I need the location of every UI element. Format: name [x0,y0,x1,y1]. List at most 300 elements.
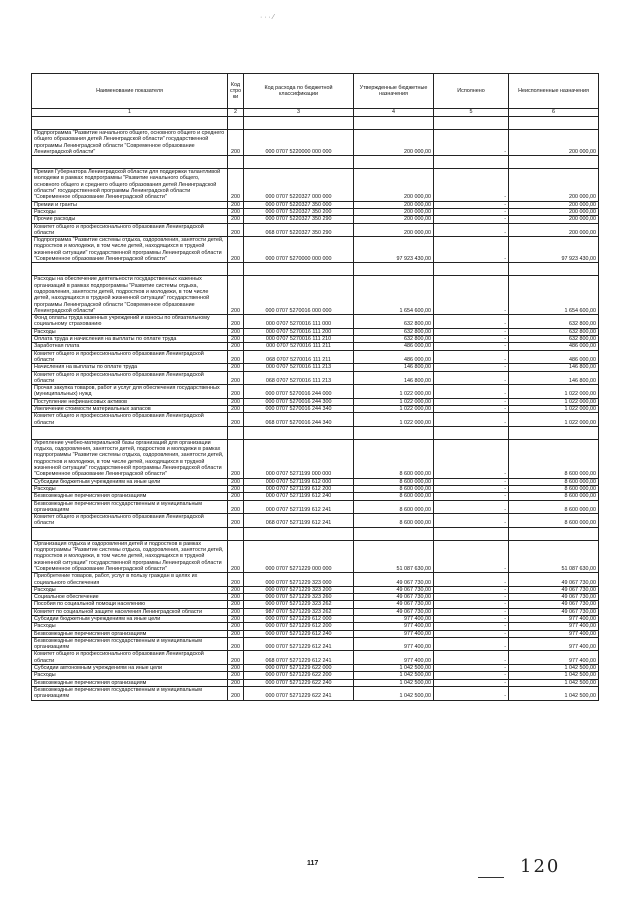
row-approved: 97 923 430,00 [354,237,434,263]
row-remaining: 49 067 730,00 [509,586,599,593]
row-classification: 068 0707 5271229 612 241 [244,651,354,665]
spacer-cell [228,426,244,439]
row-name: Безвозмездные перечисления организациям [32,630,228,637]
row-executed: - [434,679,509,686]
row-name: Комитет по социальной защите населения Ленинградской области [32,608,228,615]
row-remaining: 8 600 000,00 [509,514,599,528]
table-row [32,216,599,223]
row-remaining: 1 022 000,00 [509,413,599,427]
row-remaining: 632 800,00 [509,336,599,343]
row-code: 200 [228,371,244,385]
row-approved: 200 000,00 [354,208,434,215]
row-name: Начисления на выплаты по оплате труда [32,364,228,371]
row-executed: - [434,371,509,385]
row-approved: 1 042 500,00 [354,672,434,679]
row-remaining: 977 400,00 [509,651,599,665]
table-row [32,385,599,399]
row-approved: 977 400,00 [354,616,434,623]
row-code: 200 [228,398,244,405]
row-name: Расходы [32,328,228,335]
table-row [32,608,599,615]
row-name: Расходы [32,208,228,215]
table-row [32,478,599,485]
row-approved: 1 022 000,00 [354,405,434,412]
table-row [32,665,599,672]
row-approved: 8 600 000,00 [354,500,434,514]
spacer-cell [244,263,354,276]
table-row [32,223,599,237]
row-executed: - [434,637,509,651]
scan-artifact: · · · ⁄ [260,14,274,21]
row-code: 200 [228,315,244,329]
spacer-cell [509,426,599,439]
row-remaining: 8 600 000,00 [509,493,599,500]
row-remaining: 8 600 000,00 [509,439,599,478]
row-classification: 000 0707 5270016 111 000 [244,315,354,329]
row-executed: - [434,439,509,478]
row-executed: - [434,364,509,371]
handwritten-page-stamp: 120 [520,856,561,877]
row-executed: - [434,478,509,485]
row-name: Безвозмездные перечисления организациям [32,493,228,500]
row-name: Расходы [32,623,228,630]
row-remaining: 486 000,00 [509,343,599,350]
row-remaining: 97 923 430,00 [509,237,599,263]
row-name: Социальное обеспечение [32,594,228,601]
row-classification: 000 0707 5271199 000 000 [244,439,354,478]
row-name: Расходы [32,485,228,492]
row-executed: - [434,623,509,630]
spacer-cell [32,263,228,276]
row-classification: 000 0707 5271199 612 000 [244,478,354,485]
table-row [32,586,599,593]
row-remaining: 486 000,00 [509,350,599,364]
spacer-cell [32,156,228,169]
spacer-cell [32,527,228,540]
spacer-row [32,426,599,439]
row-approved: 49 067 730,00 [354,586,434,593]
row-remaining: 8 600 000,00 [509,485,599,492]
column-number: 1 [32,109,228,117]
row-remaining: 200 000,00 [509,201,599,208]
row-code: 200 [228,336,244,343]
table-row [32,371,599,385]
header-remaining: Неисполненные назначения [509,74,599,109]
table-row [32,350,599,364]
table-row [32,623,599,630]
row-code: 200 [228,439,244,478]
row-name: Премия Губернатора Ленинградской области для поддержки талантливой молодежи в рамках подпрограммы "Развитие начального общего, основного общего и среднего общего образования детей Ленинградской области" государственной программы Ленинградской области "Современное образование Ленинградской области" [32,169,228,201]
table-row [32,594,599,601]
budget-table [31,73,599,701]
row-code: 200 [228,665,244,672]
row-classification: 000 0707 5271199 612 200 [244,485,354,492]
row-executed: - [434,665,509,672]
row-name: Прочие расходы [32,216,228,223]
row-approved: 1 022 000,00 [354,385,434,399]
spacer-cell [228,263,244,276]
row-code: 200 [228,405,244,412]
row-name: Безвозмездные перечисления государственным и муниципальным организациям [32,686,228,700]
row-remaining: 1 022 000,00 [509,385,599,399]
row-code: 200 [228,637,244,651]
table-row [32,485,599,492]
spacer-cell [354,263,434,276]
row-classification: 000 0707 5271199 612 240 [244,493,354,500]
row-name: Заработная плата [32,343,228,350]
spacer-cell [434,263,509,276]
row-remaining: 1 042 500,00 [509,679,599,686]
row-code: 200 [228,201,244,208]
header-executed: Исполнено [434,74,509,109]
row-classification: 000 0707 5270016 111 213 [244,364,354,371]
row-remaining: 200 000,00 [509,208,599,215]
row-name: Увеличение стоимости материальных запасов [32,405,228,412]
row-code: 200 [228,223,244,237]
column-number: 5 [434,109,509,117]
row-executed: - [434,493,509,500]
spacer-cell [509,117,599,130]
row-classification: 068 0707 5271199 612 241 [244,514,354,528]
row-approved: 486 000,00 [354,350,434,364]
row-name: Субсидии бюджетным учреждениям на иные цели [32,478,228,485]
row-approved: 1 042 500,00 [354,679,434,686]
row-classification: 000 0707 5271229 323 260 [244,594,354,601]
row-remaining: 1 022 000,00 [509,398,599,405]
spacer-cell [32,117,228,130]
row-classification: 000 0707 5271199 612 241 [244,500,354,514]
row-classification: 000 0707 5270000 000 000 [244,237,354,263]
row-classification: 000 0707 5270016 000 000 [244,276,354,315]
spacer-cell [244,426,354,439]
row-executed: - [434,405,509,412]
row-name: Безвозмездные перечисления государственным и муниципальным организациям [32,500,228,514]
row-remaining: 8 600 000,00 [509,478,599,485]
row-classification: 068 0707 5270016 111 213 [244,371,354,385]
row-remaining: 977 400,00 [509,637,599,651]
row-approved: 1 042 500,00 [354,686,434,700]
row-remaining: 977 400,00 [509,623,599,630]
row-name: Оплата труда и начисления на выплаты по оплате труда [32,336,228,343]
row-executed: - [434,336,509,343]
row-code: 200 [228,630,244,637]
row-name: Комитет общего и профессионального образования Ленинградской области [32,514,228,528]
table-row [32,514,599,528]
table-row [32,651,599,665]
row-approved: 1 042 500,00 [354,665,434,672]
row-classification: 000 0707 5271229 622 200 [244,672,354,679]
row-remaining: 49 067 730,00 [509,594,599,601]
row-name: Поступление нефинансовых активов [32,398,228,405]
row-name: Расходы [32,672,228,679]
row-executed: - [434,514,509,528]
spacer-row [32,527,599,540]
row-code: 200 [228,616,244,623]
row-approved: 8 600 000,00 [354,485,434,492]
row-code: 200 [228,478,244,485]
spacer-cell [354,156,434,169]
table-row [32,398,599,405]
row-classification: 000 0707 5220327 000 000 [244,169,354,201]
row-approved: 8 600 000,00 [354,439,434,478]
row-name: Безвозмездные перечисления государственным и муниципальным организациям [32,637,228,651]
spacer-cell [509,527,599,540]
spacer-cell [354,426,434,439]
row-remaining: 1 042 500,00 [509,672,599,679]
spacer-cell [244,156,354,169]
row-name: Субсидии бюджетным учреждениям на иные цели [32,616,228,623]
table-row [32,573,599,587]
row-classification: 000 0707 5220327 350 200 [244,208,354,215]
row-executed: - [434,223,509,237]
row-remaining: 977 400,00 [509,630,599,637]
spacer-cell [244,117,354,130]
row-name: Пособия по социальной помощи населению [32,601,228,608]
row-code: 200 [228,493,244,500]
row-approved: 51 087 630,00 [354,540,434,572]
row-remaining: 1 042 500,00 [509,686,599,700]
row-code: 200 [228,686,244,700]
column-number: 4 [354,109,434,117]
table-row [32,500,599,514]
row-classification: 000 0707 5271229 323 000 [244,573,354,587]
row-code: 200 [228,540,244,572]
row-approved: 146 800,00 [354,371,434,385]
table-row [32,601,599,608]
row-approved: 200 000,00 [354,130,434,156]
row-executed: - [434,237,509,263]
row-approved: 49 067 730,00 [354,608,434,615]
row-executed: - [434,500,509,514]
row-executed: - [434,540,509,572]
stamp-underline [478,877,504,878]
row-code: 200 [228,130,244,156]
row-name: Расходы на обеспечение деятельности государственных казенных организаций в рамках подпрограммы "Развитие системы отдыха, оздоровления, занятости детей, подростков и молодежи, в том числе детей, находящихся в трудной жизненной ситуации" государственной программы Ленинградской области "Современное образование Ленинградской области" [32,276,228,315]
table-row [32,686,599,700]
row-remaining: 632 800,00 [509,328,599,335]
table-row [32,343,599,350]
row-approved: 200 000,00 [354,169,434,201]
row-classification: 000 0707 5271229 612 240 [244,630,354,637]
row-code: 200 [228,350,244,364]
row-executed: - [434,208,509,215]
row-executed: - [434,169,509,201]
spacer-row [32,117,599,130]
column-number: 6 [509,109,599,117]
column-number: 2 [228,109,244,117]
row-remaining: 49 067 730,00 [509,608,599,615]
header-row-code: Код стро ки [228,74,244,109]
table-row [32,237,599,263]
row-approved: 8 600 000,00 [354,478,434,485]
row-code: 200 [228,328,244,335]
row-code: 200 [228,237,244,263]
spacer-row [32,156,599,169]
table-row [32,405,599,412]
row-code: 200 [228,216,244,223]
row-remaining: 200 000,00 [509,216,599,223]
row-classification: 000 0707 5220327 350 290 [244,216,354,223]
row-classification: 000 0707 5270016 244 300 [244,398,354,405]
table-row [32,637,599,651]
row-remaining: 632 800,00 [509,315,599,329]
row-executed: - [434,385,509,399]
row-code: 200 [228,208,244,215]
row-approved: 200 000,00 [354,201,434,208]
table-row [32,201,599,208]
spacer-cell [354,117,434,130]
row-executed: - [434,573,509,587]
row-approved: 977 400,00 [354,623,434,630]
row-executed: - [434,601,509,608]
spacer-cell [244,527,354,540]
row-approved: 200 000,00 [354,216,434,223]
header-indicator-name: Наименование показателя [32,74,228,109]
row-remaining: 49 067 730,00 [509,573,599,587]
row-code: 200 [228,601,244,608]
row-classification: 000 0707 5271229 612 000 [244,616,354,623]
row-approved: 8 600 000,00 [354,514,434,528]
spacer-cell [228,117,244,130]
row-code: 200 [228,651,244,665]
row-approved: 8 600 000,00 [354,493,434,500]
row-name: Субсидии автономным учреждениям на иные цели [32,665,228,672]
row-name: Подпрограмма "Развитие системы отдыха, оздоровления, занятости детей, подростков и молодежи, в том числе детей, находящихся в трудной жизненной ситуации" государственной программы Ленинградской области "Современное образование Ленинградской области" [32,237,228,263]
row-name: Приобретение товаров, работ, услуг в пользу граждан в целях их социального обеспечения [32,573,228,587]
row-remaining: 8 600 000,00 [509,500,599,514]
row-name: Организация отдыха и оздоровления детей и подростков в рамках подпрограммы "Развитие системы отдыха, оздоровления, занятости детей, подростков и молодежи, в том числе детей, находящихся в трудной жизненной ситуации" государственной программы Ленинградской области "Современное образование Ленинградской области" [32,540,228,572]
row-classification: 000 0707 5271229 622 241 [244,686,354,700]
spacer-cell [434,156,509,169]
row-code: 200 [228,623,244,630]
row-approved: 200 000,00 [354,223,434,237]
row-remaining: 1 022 000,00 [509,405,599,412]
row-classification: 000 0707 5220000 000 000 [244,130,354,156]
row-executed: - [434,276,509,315]
row-approved: 49 067 730,00 [354,573,434,587]
row-classification: 000 0707 5270016 244 000 [244,385,354,399]
row-executed: - [434,315,509,329]
row-approved: 1 022 000,00 [354,413,434,427]
row-executed: - [434,630,509,637]
row-name: Премии и гранты [32,201,228,208]
row-classification: 000 0707 5271229 622 240 [244,679,354,686]
row-code: 200 [228,672,244,679]
row-executed: - [434,672,509,679]
row-remaining: 200 000,00 [509,223,599,237]
column-number: 3 [244,109,354,117]
row-code: 200 [228,679,244,686]
row-remaining: 51 087 630,00 [509,540,599,572]
row-code: 200 [228,169,244,201]
row-classification: 000 0707 5271229 612 200 [244,623,354,630]
header-approved: Утвержденные бюджетные назначения [354,74,434,109]
row-executed: - [434,586,509,593]
row-code: 200 [228,343,244,350]
row-code: 200 [228,276,244,315]
row-executed: - [434,343,509,350]
row-approved: 146 800,00 [354,364,434,371]
table-row [32,493,599,500]
page-number: 117 [307,860,319,867]
row-code: 200 [228,594,244,601]
spacer-cell [32,426,228,439]
row-name: Безвозмездные перечисления организациям [32,679,228,686]
row-remaining: 200 000,00 [509,130,599,156]
row-executed: - [434,130,509,156]
row-remaining: 977 400,00 [509,616,599,623]
row-executed: - [434,201,509,208]
spacer-cell [228,527,244,540]
row-remaining: 49 067 730,00 [509,601,599,608]
spacer-cell [354,527,434,540]
row-classification: 000 0707 5270016 244 340 [244,405,354,412]
spacer-cell [434,117,509,130]
table-row [32,672,599,679]
row-name: Комитет общего и профессионального образования Ленинградской области [32,413,228,427]
row-name: Комитет общего и профессионального образования Ленинградской области [32,371,228,385]
row-classification: 000 0707 5271229 622 000 [244,665,354,672]
row-classification: 000 0707 5270016 111 211 [244,343,354,350]
row-name: Комитет общего и профессионального образования Ленинградской области [32,223,228,237]
table-row [32,208,599,215]
row-executed: - [434,651,509,665]
row-name: Расходы [32,586,228,593]
row-classification: 000 0707 5271229 323 262 [244,601,354,608]
table-row [32,540,599,572]
row-executed: - [434,398,509,405]
table-row [32,315,599,329]
row-classification: 000 0707 5271229 000 000 [244,540,354,572]
row-code: 200 [228,514,244,528]
spacer-cell [509,156,599,169]
table-body [32,117,599,701]
row-code: 200 [228,485,244,492]
row-executed: - [434,328,509,335]
row-code: 200 [228,413,244,427]
row-name: Комитет общего и профессионального образования Ленинградской области [32,350,228,364]
row-name: Фонд оплаты труда казенных учреждений и взносы по обязательному социальному страхованию [32,315,228,329]
row-classification: 000 0707 5220327 350 000 [244,201,354,208]
row-executed: - [434,594,509,601]
row-classification: 000 0707 5270016 111 200 [244,328,354,335]
table-row [32,169,599,201]
spacer-cell [228,156,244,169]
row-executed: - [434,686,509,700]
row-code: 200 [228,385,244,399]
spacer-cell [434,426,509,439]
header-row [32,74,599,109]
row-approved: 977 400,00 [354,637,434,651]
row-executed: - [434,216,509,223]
row-code: 200 [228,586,244,593]
row-approved: 632 800,00 [354,315,434,329]
row-classification: 068 0707 5270016 244 340 [244,413,354,427]
row-approved: 486 000,00 [354,343,434,350]
row-approved: 977 400,00 [354,630,434,637]
table-row [32,630,599,637]
table-row [32,679,599,686]
table-row [32,276,599,315]
spacer-row [32,263,599,276]
row-name: Укрепление учебно-материальной базы организаций для организации отдыха, оздоровления, занятости детей, подростков и молодежи в рамках подпрограммы "Развитие системы отдыха, оздоровления, занятости детей, подростков и молодежи, в том числе детей, находящихся в трудной жизненной ситуации" государственной программы Ленинградской области "Современное образование Ленинградской области" [32,439,228,478]
table-row [32,336,599,343]
row-code: 200 [228,608,244,615]
row-approved: 632 800,00 [354,336,434,343]
table-row [32,413,599,427]
row-classification: 068 0707 5270016 111 211 [244,350,354,364]
spacer-cell [509,263,599,276]
